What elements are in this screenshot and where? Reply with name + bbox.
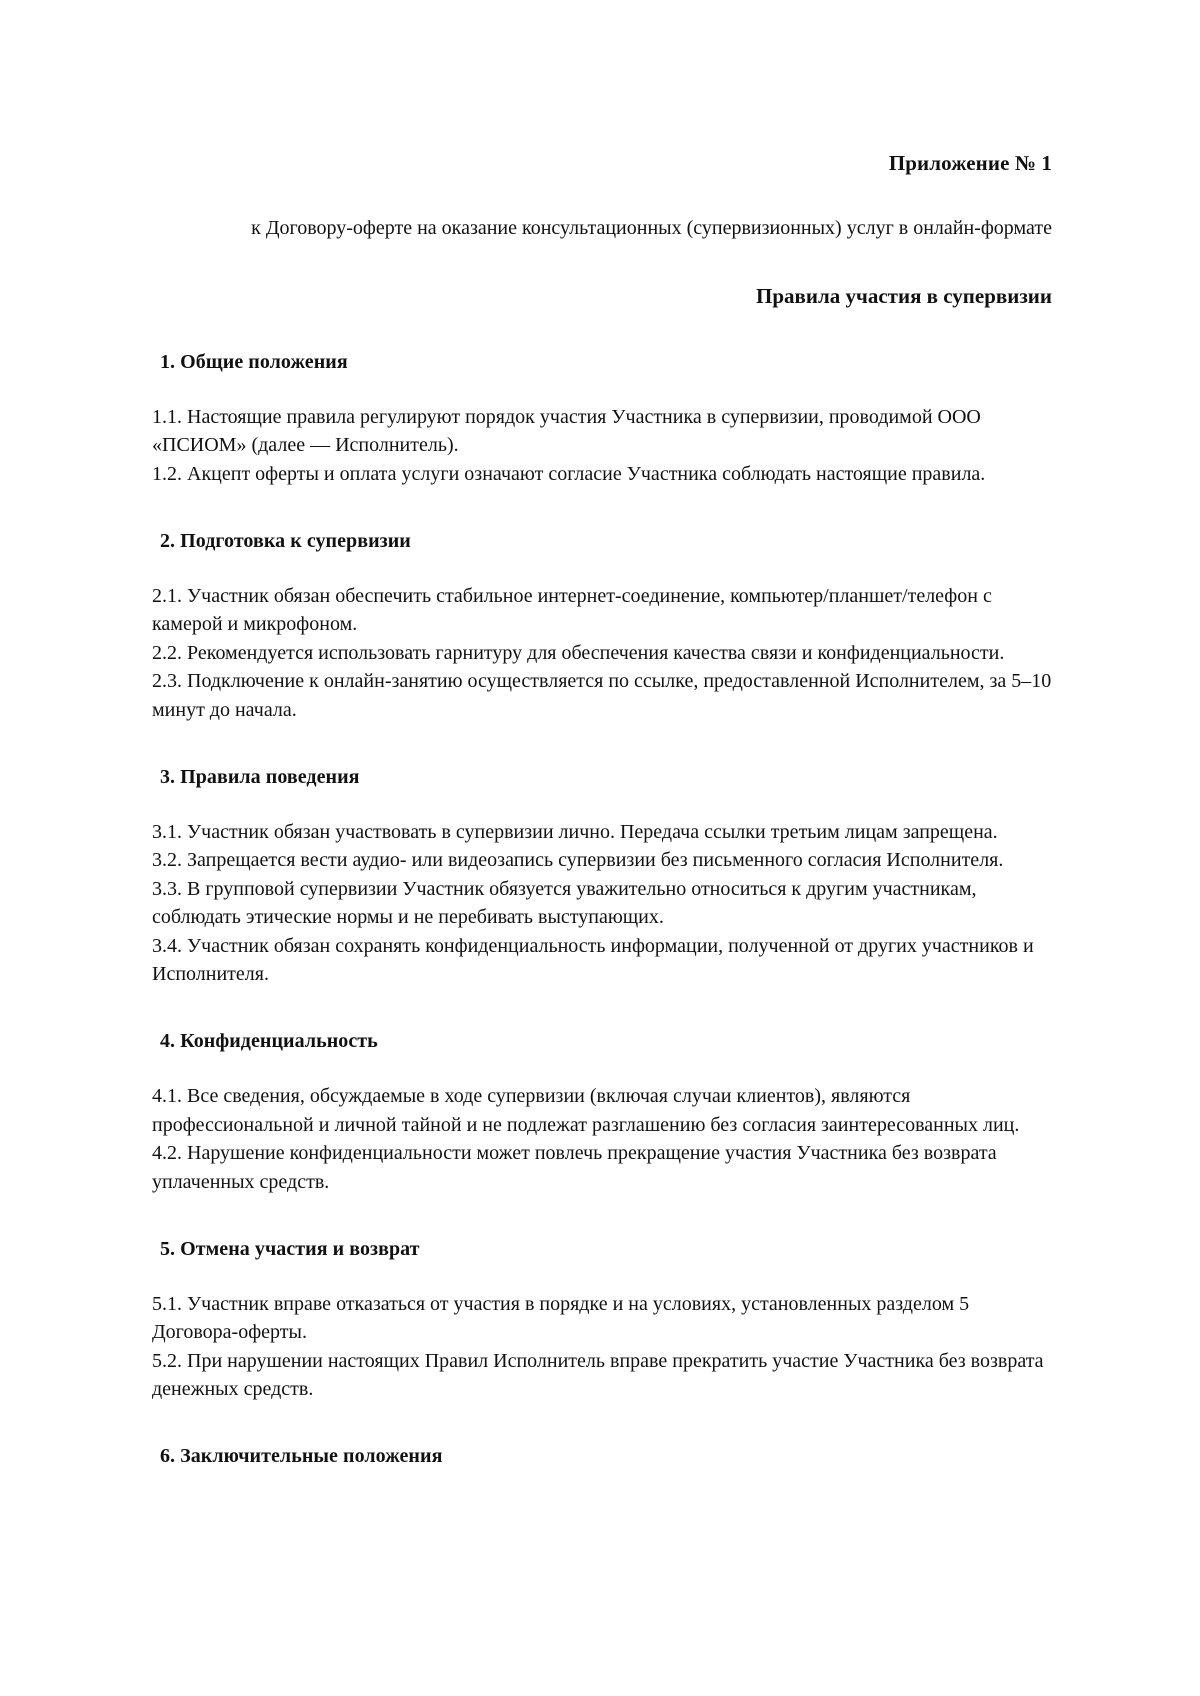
- sections-container: [152, 349, 1052, 1470]
- appendix-title: Приложение № 1: [888, 151, 1052, 175]
- section-heading: 4. Конфиденциальность: [160, 1030, 378, 1053]
- document-section: [152, 764, 1052, 988]
- section-heading: 3. Правила поведения: [160, 766, 360, 789]
- clause: 1.1. Настоящие правила регулируют порядок участия Участника в супервизии, проводимой ООО «ПСИОМ» (далее — Исполнитель).: [152, 405, 981, 457]
- clause: 2.3. Подключение к онлайн-занятию осуществляется по ссылке, предоставленной Исполнителем, за 5–10 минут до начала.: [152, 670, 1052, 721]
- offer-reference: к Договору-оферте на оказание консультационных (супервизионных) услуг в онлайн-формате: [251, 217, 1052, 240]
- clause: 3.2. Запрещается вести аудио- или видеозапись супервизии без письменного согласия Исполнителя.: [152, 849, 1004, 872]
- clause-list: [152, 1290, 1052, 1404]
- clause: 5.1. Участник вправе отказаться от участия в порядке и на условиях, установленных разделом 5 Договора-оферты.: [152, 1292, 970, 1344]
- document-section: [152, 349, 1052, 488]
- clause: 2.2. Рекомендуется использовать гарнитуру для обеспечения качества связи и конфиденциальности.: [152, 641, 1005, 664]
- clause-list: [152, 582, 1052, 724]
- clause-list: [152, 403, 1052, 488]
- document-section: [152, 1028, 1052, 1196]
- clause-list: [152, 1082, 1052, 1196]
- rules-title: Правила участия в супервизии: [756, 283, 1052, 308]
- clause: 4.2. Нарушение конфиденциальности может повлечь прекращение участия Участника без возврата уплаченных средств.: [152, 1142, 997, 1193]
- document-section: [152, 1236, 1052, 1404]
- section-heading: 6. Заключительные положения: [160, 1445, 443, 1468]
- section-heading: 2. Подготовка к супервизии: [160, 530, 411, 553]
- clause-list: [152, 818, 1052, 988]
- clause: 3.4. Участник обязан сохранять конфиденциальность информации, полученной от других участников и Исполнителя.: [152, 934, 1034, 985]
- section-heading: 5. Отмена участия и возврат: [160, 1237, 420, 1260]
- section-heading: 1. Общие положения: [160, 350, 348, 373]
- clause: 3.3. В групповой супервизии Участник обязуется уважительно относиться к другим участникам, соблюдать этические нормы и не перебивать выступающих.: [152, 877, 977, 929]
- clause: 1.2. Акцепт оферты и оплата услуги означают согласие Участника соблюдать настоящие правила.: [152, 462, 986, 485]
- document-body: [152, 150, 1052, 1469]
- document-section: [152, 528, 1052, 724]
- document-section: [152, 1443, 1052, 1469]
- clause: 5.2. При нарушении настоящих Правил Исполнитель вправе прекратить участие Участника без возврата денежных средств.: [152, 1349, 1044, 1401]
- clause: 3.1. Участник обязан участвовать в супервизии лично. Передача ссылки третьим лицам запрещена.: [152, 821, 998, 844]
- clause: 2.1. Участник обязан обеспечить стабильное интернет-соединение, компьютер/планшет/телефон с камерой и микрофоном.: [152, 585, 992, 636]
- clause: 4.1. Все сведения, обсуждаемые в ходе супервизии (включая случаи клиентов), являются профессиональной и личной тайной и не подлежат разглашению без согласия заинтересованных лиц.: [152, 1085, 1020, 1136]
